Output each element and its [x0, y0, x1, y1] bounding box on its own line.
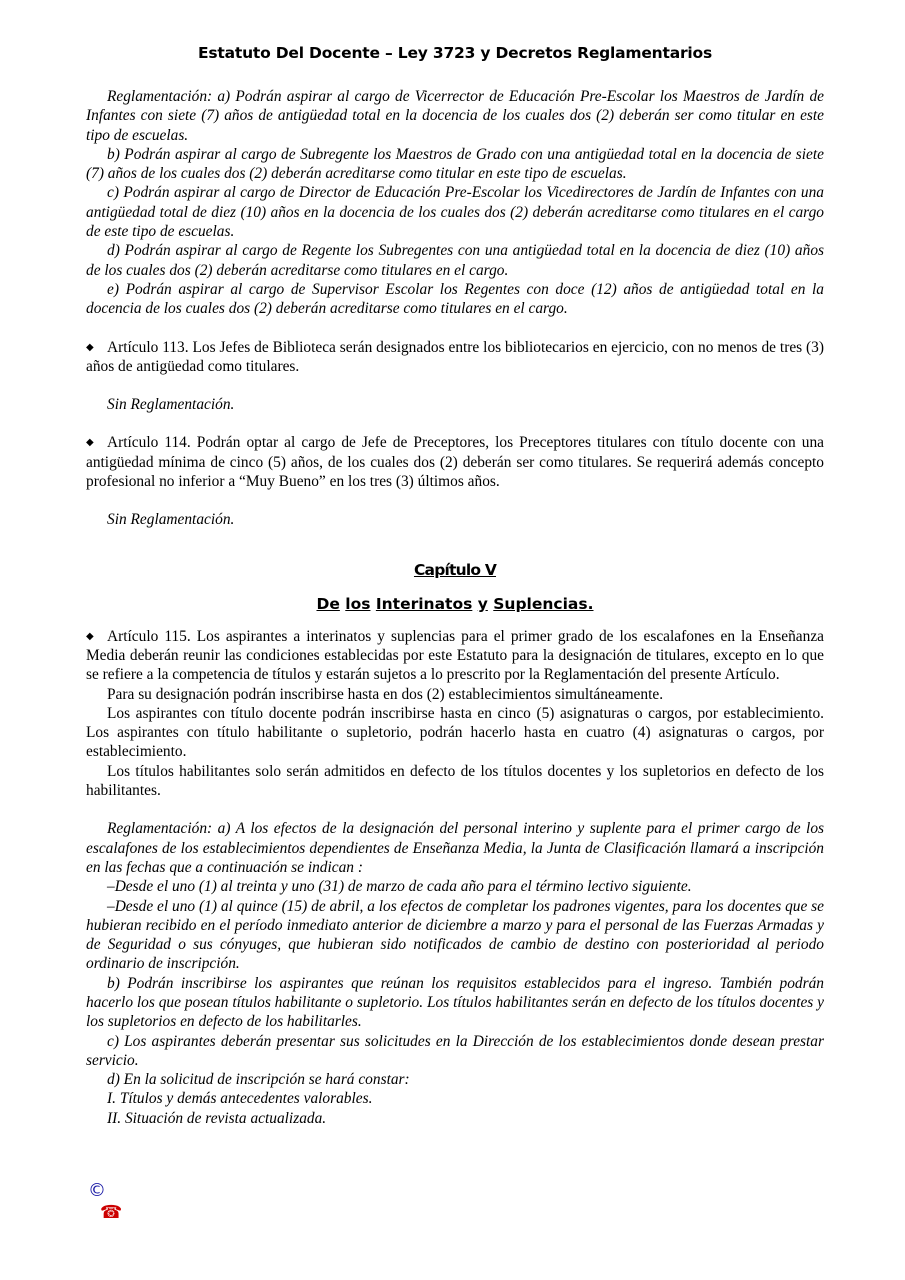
diamond-bullet-icon: ◆ [86, 437, 94, 449]
article-113-text: Artículo 113. Los Jefes de Biblioteca serán designados entre los bibliotecarios en ejercicio, con no menos de tres (3) años de antigüedad como titulares. [86, 338, 824, 375]
copyright-icon: © [88, 1180, 106, 1201]
diamond-bullet-icon: ◆ [86, 341, 94, 353]
diamond-bullet-icon: ◆ [86, 630, 94, 642]
article-115-reglamentacion: b) Podrán inscribirse los aspirantes que reúnan los requisitos establecidos para el ingreso. También podrán hacerlo los que posean títulos habilitante o supletorio. Los títulos habilitantes serán en defecto de los títulos docentes y los supletorios en defecto de los habilitarles. [86, 974, 824, 1031]
article-114-reglamentacion: Sin Reglamentación. [107, 511, 235, 529]
article-115-reglamentacion: –Desde el uno (1) al quince (15) de abril, a los efectos de completar los padrones vigentes, para los docentes que se hubieran recibido en el período inmediato anterior de diciembre a marzo y para el personal de las Fuerzas Armadas y de Seguridad o sus cónyuges, que hubieran sido notificados de cambio de destino con posterioridad al periodo ordinario de inscripción. [86, 897, 824, 973]
subtitle-word: y [477, 594, 488, 613]
page-header-title: Estatuto Del Docente – Ley 3723 y Decretos Reglamentarios [197, 44, 713, 62]
article-115-text: Artículo 115. Los aspirantes a interinatos y suplencias para el primer grado de los escalafones en la Enseñanza Media deberán reunir las condiciones establecidas por este Estatuto para la designación de titulares, excepto en lo que se refiere a la competencia de títulos y estarán sujetos a lo prescrito por la Reglamentación del presente Artículo. [86, 627, 824, 684]
article-115-paragraph: Los títulos habilitantes solo serán admitidos en defecto de los títulos docentes y los supletorios en defecto de los habilitantes. [86, 762, 824, 800]
subtitle-word: Suplencias. [493, 594, 594, 613]
article-115-reglamentacion: c) Los aspirantes deberán presentar sus solicitudes en la Dirección de los establecimientos donde desean prestar servicio. [86, 1032, 824, 1069]
article-114-text: Artículo 114. Podrán optar al cargo de Jefe de Preceptores, los Preceptores titulares con título docente con una antigüedad mínima de cinco (5) años, de los cuales dos (2) deberán ser como titulares. Se requerirá además concepto profesional no inferior a “Muy Bueno” en los tres (3) últimos años. [86, 434, 824, 491]
article-115-reglamentacion: d) En la solicitud de inscripción se hará constar: [107, 1071, 410, 1089]
reglamentacion-paragraph: c) Podrán aspirar al cargo de Director de Educación Pre-Escolar los Vicedirectores de Jardín de Infantes con una antigüedad total de diez (10) años en la docencia de los cuales dos (2) deberán acreditarse como titulares en el cargo de este tipo de escuelas. [86, 184, 824, 241]
article-115-reglamentacion: –Desde el uno (1) al treinta y uno (31) de marzo de cada año para el término lectivo siguiente. [107, 878, 692, 896]
document-page [86, 40, 824, 1128]
phone-icon: ☎ [100, 1202, 123, 1223]
footer-icons [88, 1180, 122, 1223]
reglamentacion-paragraph: b) Podrán aspirar al cargo de Subregente los Maestros de Grado con una antigüedad total en la docencia de siete (7) años de los cuales dos (2) deberán acreditarse como titular en este tipo de escuelas. [86, 145, 824, 183]
article-115-reglamentacion: II. Situación de revista actualizada. [107, 1109, 327, 1127]
article-115-reglamentacion: Reglamentación: a) A los efectos de la designación del personal interino y suplente para el primer cargo de los escalafones de los establecimientos dependientes de Enseñanza Media, la Junta de Clasificación llamará a inscripción en las fechas que a continuación se indican : [86, 820, 824, 876]
subtitle-word: los [345, 594, 371, 613]
reglamentacion-paragraph: d) Podrán aspirar al cargo de Regente los Subregentes con una antigüedad total en la docencia de diez (10) años de los cuales dos (2) deberán acreditarse como titulares en el cargo. [86, 242, 824, 279]
article-114 [86, 433, 824, 491]
subtitle-word: Interinatos [375, 594, 473, 613]
reglamentacion-paragraph: Reglamentación: a) Podrán aspirar al cargo de Vicerrector de Educación Pre-Escolar los Maestros de Jardín de Infantes con siete (7) años de antigüedad total en la docencia de los cuales dos (2) deberán ser como titular en este tipo de escuelas. [86, 88, 824, 144]
reglamentacion-paragraph: e) Podrán aspirar al cargo de Supervisor Escolar los Regentes con doce (12) años de antigüedad total en la docencia de los cuales dos (2) deberán acreditarse como titulares en el cargo. [86, 280, 824, 318]
article-113-reglamentacion: Sin Reglamentación. [107, 396, 235, 414]
chapter-subtitle [86, 593, 824, 615]
article-115-paragraph: Los aspirantes con título docente podrán inscribirse hasta en cinco (5) asignaturas o cargos, por establecimiento. Los aspirantes con título habilitante o supletorio, podrán hacerlo hasta en cuatro (4) asignaturas o cargos, por establecimiento. [86, 704, 824, 761]
subtitle-word: De [316, 594, 340, 613]
article-113 [86, 338, 824, 377]
article-115-paragraph: Para su designación podrán inscribirse hasta en dos (2) establecimientos simultáneamente. [107, 685, 664, 703]
article-115 [86, 627, 824, 685]
chapter-title: Capítulo V [413, 560, 497, 579]
article-115-reglamentacion: I. Títulos y demás antecedentes valorables. [107, 1090, 373, 1108]
